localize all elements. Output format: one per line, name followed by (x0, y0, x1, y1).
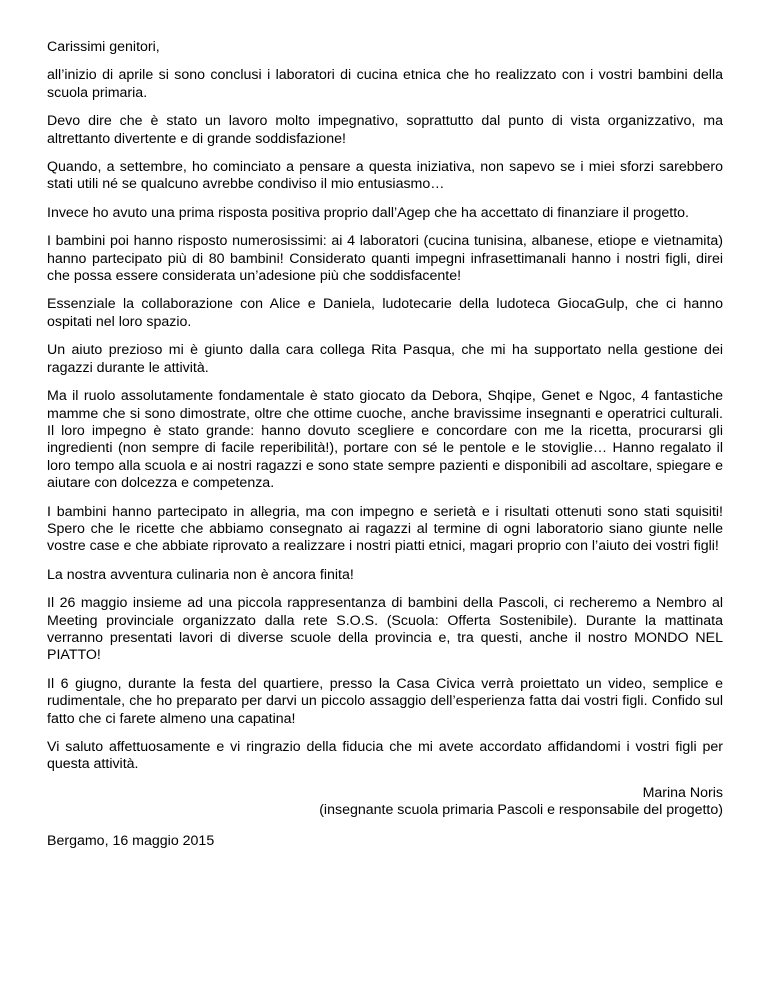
paragraph-video: Il 6 giugno, durante la festa del quartiere, presso la Casa Civica verrà proiettato un video, semplice e rudimentale, che ho preparato per darvi un piccolo assaggio dell’esperienza fatta dai vostri figli. Confido sul fatto che ci farete almeno una capatina! (47, 675, 723, 727)
paragraph-adventure-continues: La nostra avventura culinaria non è ancora finita! (47, 566, 354, 583)
paragraph-closing: Vi saluto affettuosamente e vi ringrazio della fiducia che mi avete accordato affidandomi i vostri figli per questa attività. (47, 739, 723, 773)
letter-greeting: Carissimi genitori, (47, 39, 160, 55)
paragraph-demanding-work: Devo dire che è stato un lavoro molto impegnativo, soprattutto dal punto di vista organizzativo, ma altrettanto divertente e di grande soddisfazione! (47, 113, 723, 147)
signature-block (47, 785, 723, 820)
date-line: Bergamo, 16 maggio 2015 (47, 832, 215, 849)
paragraph-participation: I bambini poi hanno risposto numerosissimi: ai 4 laboratori (cucina tunisina, albanese, etiope e vietnamita) hanno partecipato più di 80 bambini! Considerato quanti impegni infrasettimanali hanno i nostri figli, direi che possa essere considerata un’adesione più che soddisfacente! (47, 233, 723, 285)
paragraph-children-results: I bambini hanno partecipato in allegria, ma con impegno e serietà e i risultati ottenuti sono stati squisiti! Spero che le ricette che abbiamo consegnato ai ragazzi al termine di ogni laboratorio siano giunte nelle vostre case e che abbiate riprovato a realizzare i nostri piatti etnici, magari proprio con l’aiuto dei vostri figli! (47, 503, 723, 555)
paragraph-ludoteca: Essenziale la collaborazione con Alice e Daniela, ludotecarie della ludoteca GiocaGulp, che ci hanno ospitati nel loro spazio. (47, 296, 723, 330)
paragraph-mothers-role: Ma il ruolo assolutamente fondamentale è stato giocato da Debora, Shqipe, Genet e Ngoc, 4 fantastiche mamme che si sono dimostrate, oltre che ottime cuoche, anche bravissime insegnanti e operatrici culturali. Il loro impegno è stato grande: hanno dovuto scegliere e concordare con me la ricetta, procurarsi gli ingredienti (non sempre di facile reperibilità!), portare con sé le pentole e le stoviglie… Hanno regalato il loro tempo alla scuola e ai nostri ragazzi e sono state sempre pazienti e disponibili ad ascoltare, spiegare e aiutare con dolcezza e competenza. (47, 388, 723, 492)
paragraph-colleague-help: Un aiuto prezioso mi è giunto dalla cara collega Rita Pasqua, che mi ha supportato nella gestione dei ragazzi durante le attività. (47, 342, 723, 376)
paragraph-labs-concluded: all’inizio di aprile si sono conclusi i laboratori di cucina etnica che ho realizzato con i vostri bambini della scuola primaria. (47, 67, 723, 101)
signature-role: (insegnante scuola primaria Pascoli e responsabile del progetto) (319, 802, 723, 819)
letter-page (47, 39, 723, 850)
paragraph-agep-funding: Invece ho avuto una prima risposta positiva proprio dall’Agep che ha accettato di finanziare il progetto. (47, 204, 689, 221)
signature-name: Marina Noris (642, 784, 723, 801)
paragraph-september-start: Quando, a settembre, ho cominciato a pensare a questa iniziativa, non sapevo se i miei sforzi sarebbero stati utili né se qualcuno avrebbe condiviso il mio entusiasmo… (47, 159, 723, 193)
paragraph-meeting: Il 26 maggio insieme ad una piccola rappresentanza di bambini della Pascoli, ci recheremo a Nembro al Meeting provinciale organizzato dalla rete S.O.S. (Scuola: Offerta Sostenibile). Durante la mattinata verranno presentati lavori di diverse scuole della provincia e, tra questi, anche il nostro MONDO NEL PIATTO! (47, 595, 723, 664)
